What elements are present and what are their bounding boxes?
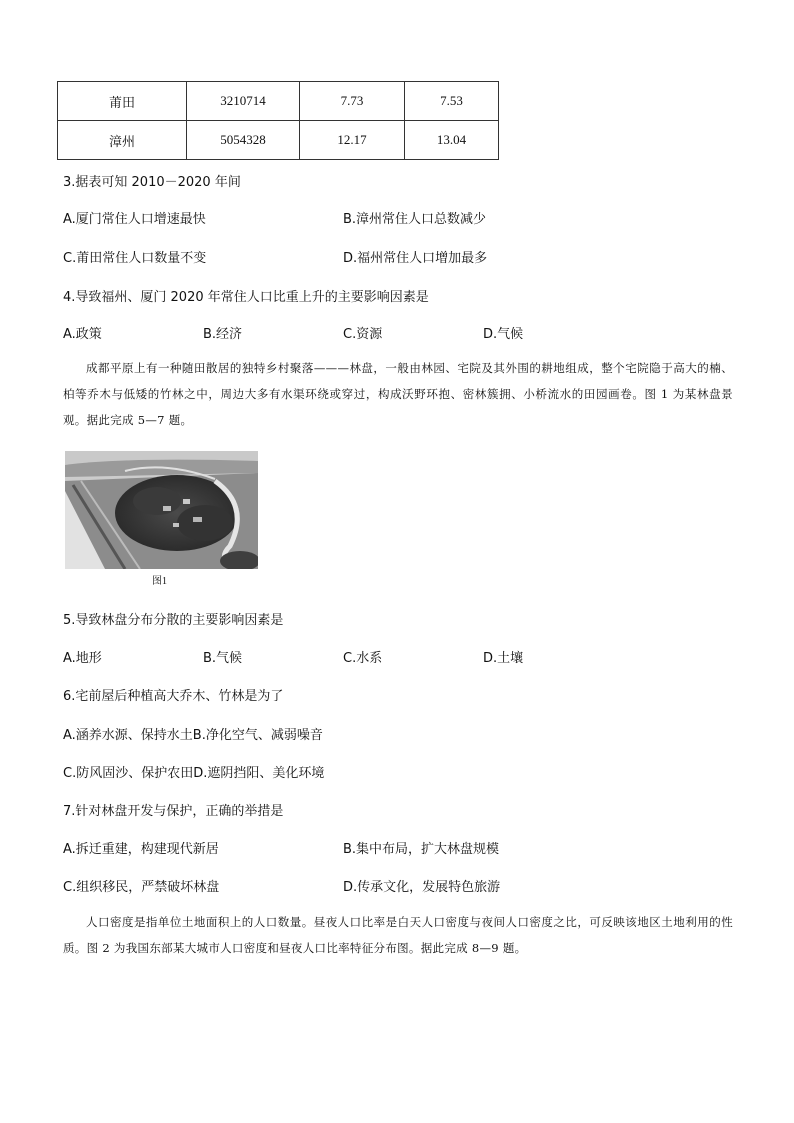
question-5-stem: 5.导致林盘分布分散的主要影响因素是: [63, 613, 284, 628]
population-cell: 3210714: [187, 82, 300, 121]
q5-option-d[interactable]: D.土壤: [483, 651, 524, 666]
q3-option-d[interactable]: D.福州常住人口增加最多: [343, 251, 488, 266]
q3-option-c[interactable]: C.莆田常住人口数量不变: [63, 251, 207, 266]
figure-1-caption: 图1: [152, 576, 167, 587]
q4-option-b[interactable]: B.经济: [203, 327, 243, 342]
q3-option-b[interactable]: B.漳州常住人口总数减少: [343, 212, 487, 227]
q7-option-b[interactable]: B.集中布局，扩大林盘规模: [343, 842, 500, 857]
q6-options-ab[interactable]: A.涵养水源、保持水土B.净化空气、减弱噪音: [63, 728, 323, 743]
q4-option-c[interactable]: C.资源: [343, 327, 383, 342]
q7-option-a[interactable]: A.拆迁重建，构建现代新居: [63, 842, 219, 857]
question-4-stem: 4.导致福州、厦门 2020 年常住人口比重上升的主要影响因素是: [63, 290, 429, 305]
q5-option-b[interactable]: B.气候: [203, 651, 243, 666]
share-2010-cell: 7.73: [300, 82, 405, 121]
q7-option-d[interactable]: D.传承文化，发展特色旅游: [343, 880, 501, 895]
population-table: [57, 81, 499, 160]
question-3-stem: 3.据表可知 2010－2020 年间: [63, 175, 241, 190]
q5-option-c[interactable]: C.水系: [343, 651, 383, 666]
table-row: [58, 82, 499, 121]
share-2010-cell: 12.17: [300, 121, 405, 160]
q4-option-a[interactable]: A.政策: [63, 327, 102, 342]
city-name-cell: 莆田: [58, 82, 187, 121]
population-cell: 5054328: [187, 121, 300, 160]
share-2020-cell: 7.53: [405, 82, 499, 121]
passage-linpan: [63, 355, 733, 433]
q4-option-d[interactable]: D.气候: [483, 327, 524, 342]
share-2020-cell: 13.04: [405, 121, 499, 160]
question-6-stem: 6.宅前屋后种植高大乔木、竹林是为了: [63, 689, 284, 704]
passage-population-density: [63, 909, 733, 961]
q7-option-c[interactable]: C.组织移民，严禁破坏林盘: [63, 880, 220, 895]
table-row: [58, 121, 499, 160]
figure-1-photo: [65, 451, 258, 569]
linpan-aerial-image: [65, 451, 258, 569]
q3-option-a[interactable]: A.厦门常住人口增速最快: [63, 212, 206, 227]
q6-options-cd[interactable]: C.防风固沙、保护农田D.遮阴挡阳、美化环境: [63, 766, 325, 781]
q5-option-a[interactable]: A.地形: [63, 651, 102, 666]
question-7-stem: 7.针对林盘开发与保护，正确的举措是: [63, 804, 284, 819]
passage-linpan-text: 成都平原上有一种随田散居的独特乡村聚落———林盘，一般由林园、宅院及其外围的耕地组成，整个宅院隐于高大的楠、柏等乔木与低矮的竹林之中，周边大多有水渠环绕或穿过，构成沃野环抱、密林簇拥、小桥流水的田园画卷。图 1 为某林盘景观。据此完成 5—7 题。: [63, 361, 733, 427]
passage-population-density-text: 人口密度是指单位土地面积上的人口数量。昼夜人口比率是白天人口密度与夜间人口密度之比，可反映该地区土地利用的性质。图 2 为我国东部某大城市人口密度和昼夜人口比率特征分布图。据此完成 8—9 题。: [63, 915, 733, 955]
city-name-cell: 漳州: [58, 121, 187, 160]
